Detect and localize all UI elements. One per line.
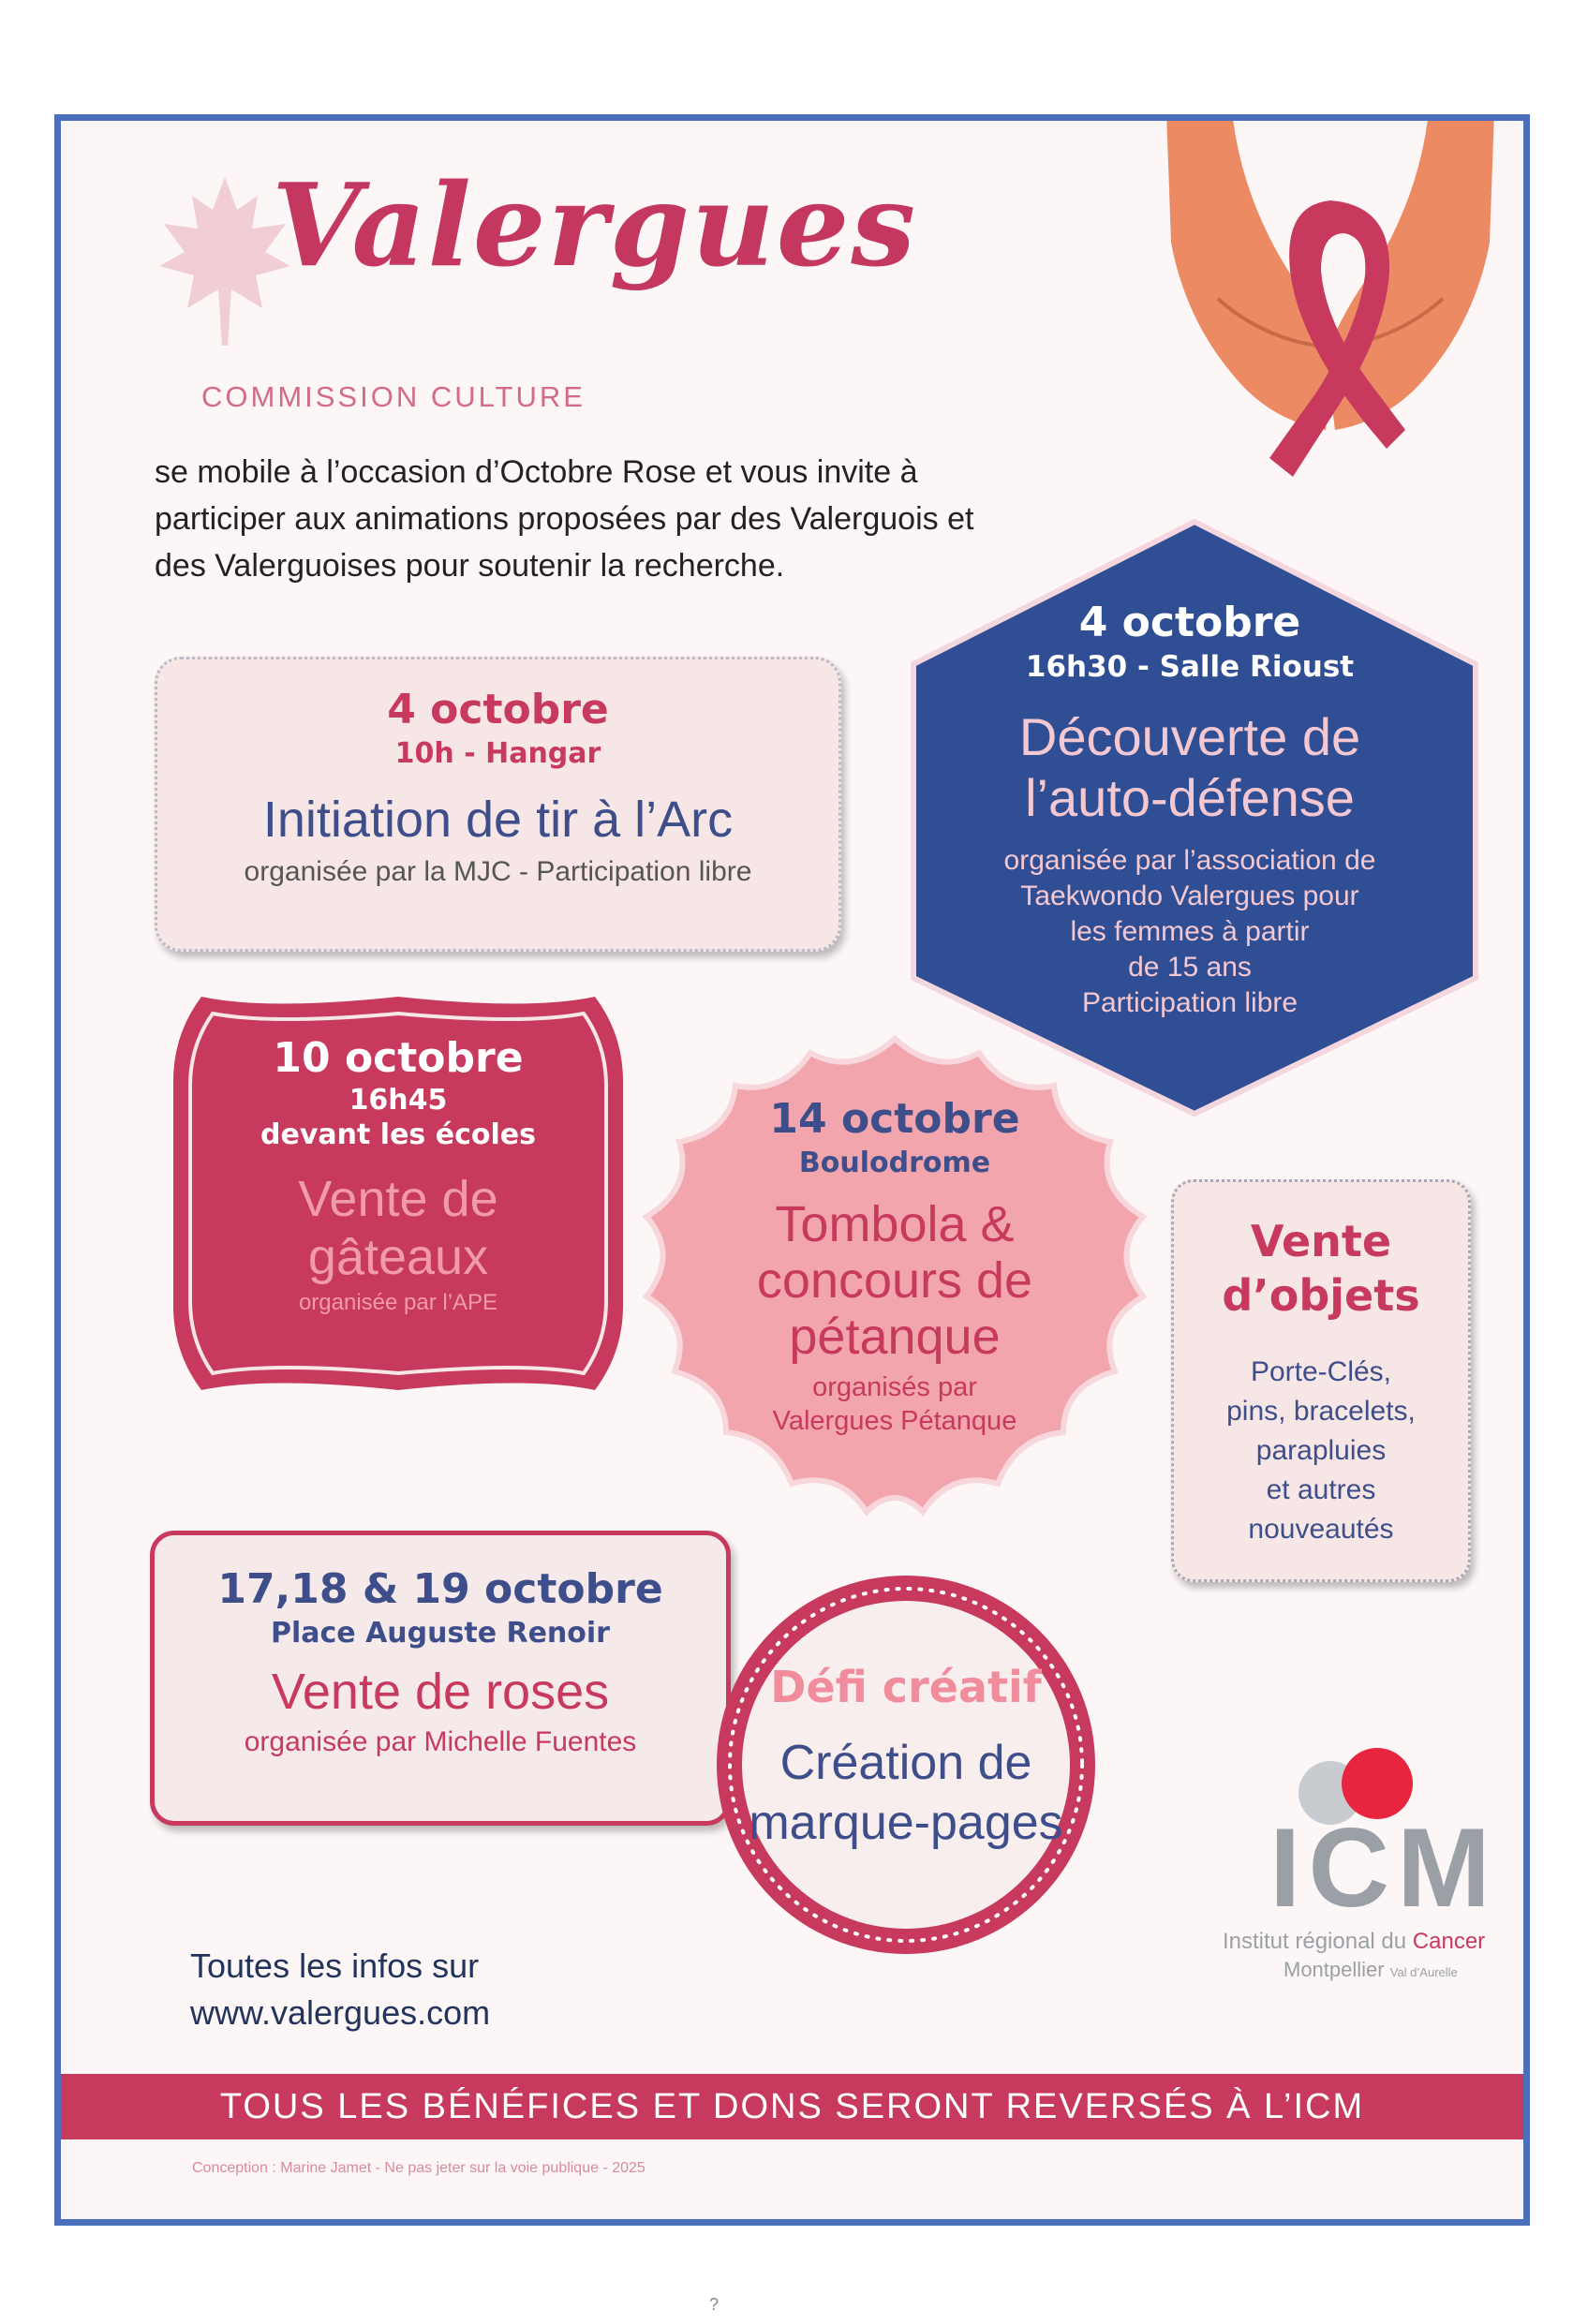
logo-subtitle: COMMISSION CULTURE — [201, 380, 586, 413]
event-time: 16h45 — [349, 1084, 448, 1117]
event-card-arc — [155, 657, 841, 952]
event-title: gâteaux — [307, 1229, 489, 1285]
event-place: devant les écoles — [260, 1118, 536, 1151]
logo-wordmark: Valergues — [272, 157, 918, 292]
event-items: Porte-Clés, pins, bracelets, parapluies et autres nouveautés — [1226, 1356, 1416, 1545]
event-place: Place Auguste Renoir — [271, 1617, 610, 1650]
poster-frame — [54, 114, 1530, 2226]
event-title: Vente de roses — [271, 1664, 610, 1720]
event-date: 4 octobre — [1078, 599, 1301, 646]
event-date: 4 octobre — [387, 686, 609, 733]
event-title: Initiation de tir à l’Arc — [262, 792, 734, 848]
scan-mark: ? — [709, 2295, 720, 2314]
event-card-roses — [150, 1531, 731, 1826]
event-time: 10h - Hangar — [394, 737, 601, 770]
event-card-gateaux — [155, 978, 642, 1409]
event-title: Création de — [779, 1736, 1032, 1790]
event-organizer: organisée par l’APE — [298, 1290, 498, 1315]
event-heading: Défi créatif — [770, 1662, 1042, 1712]
event-card-tombola — [670, 1095, 1120, 1438]
event-date: 17,18 & 19 octobre — [217, 1565, 663, 1613]
event-organizer: organisée par l’association de Taekwondo Valergues pour les femmes à partir de 15 ans Participation libre — [1003, 845, 1376, 1018]
benefits-banner: TOUS LES BÉNÉFICES ET DONS SERONT REVERSÉS À L’ICM — [54, 2074, 1530, 2139]
website-link[interactable]: www.valergues.com — [190, 1993, 491, 2032]
icm-letters: ICM — [1269, 1805, 1498, 1931]
event-title: Vente de — [298, 1171, 498, 1227]
event-title: d’objets — [1222, 1270, 1420, 1321]
hands-ribbon-icon — [1129, 114, 1530, 552]
event-organizer: organisée par Michelle Fuentes — [244, 1726, 637, 1757]
event-title: l’auto-défense — [1025, 768, 1355, 827]
more-info — [190, 1943, 490, 2036]
credit-text: Conception : Marine Jamet - Ne pas jeter sur la voie publique - 2025 — [192, 2160, 646, 2176]
event-place: Boulodrome — [798, 1147, 991, 1179]
event-date: 10 octobre — [273, 1034, 524, 1082]
event-time: 16h30 - Salle Rioust — [1025, 650, 1355, 684]
event-title: Découverte de — [1018, 707, 1361, 766]
intro-text: se mobile à l’occasion d’Octobre Rose et vous invite à participer aux animations proposées par des Valerguois et des Valerguoises pour soutenir la recherche. — [155, 454, 974, 584]
event-organizer: organisée par la MJC - Participation libre — [244, 856, 752, 887]
event-title: marque-pages — [749, 1796, 1063, 1850]
event-card-defense — [927, 599, 1452, 1021]
event-title: Vente — [1250, 1216, 1392, 1266]
event-card-objets — [1171, 1179, 1471, 1582]
event-date: 14 octobre — [769, 1095, 1020, 1143]
icm-line1: Institut régional du Cancer — [1223, 1929, 1486, 1954]
event-title: Tombola & concours de pétanque — [756, 1196, 1033, 1365]
event-organizer: organisés par Valergues Pétanque — [772, 1372, 1017, 1436]
event-card-defi — [728, 1662, 1084, 1851]
icm-line2: Montpellier Val d’Aurelle — [1284, 1958, 1458, 1981]
more-info-label: Toutes les infos sur — [190, 1947, 480, 1985]
